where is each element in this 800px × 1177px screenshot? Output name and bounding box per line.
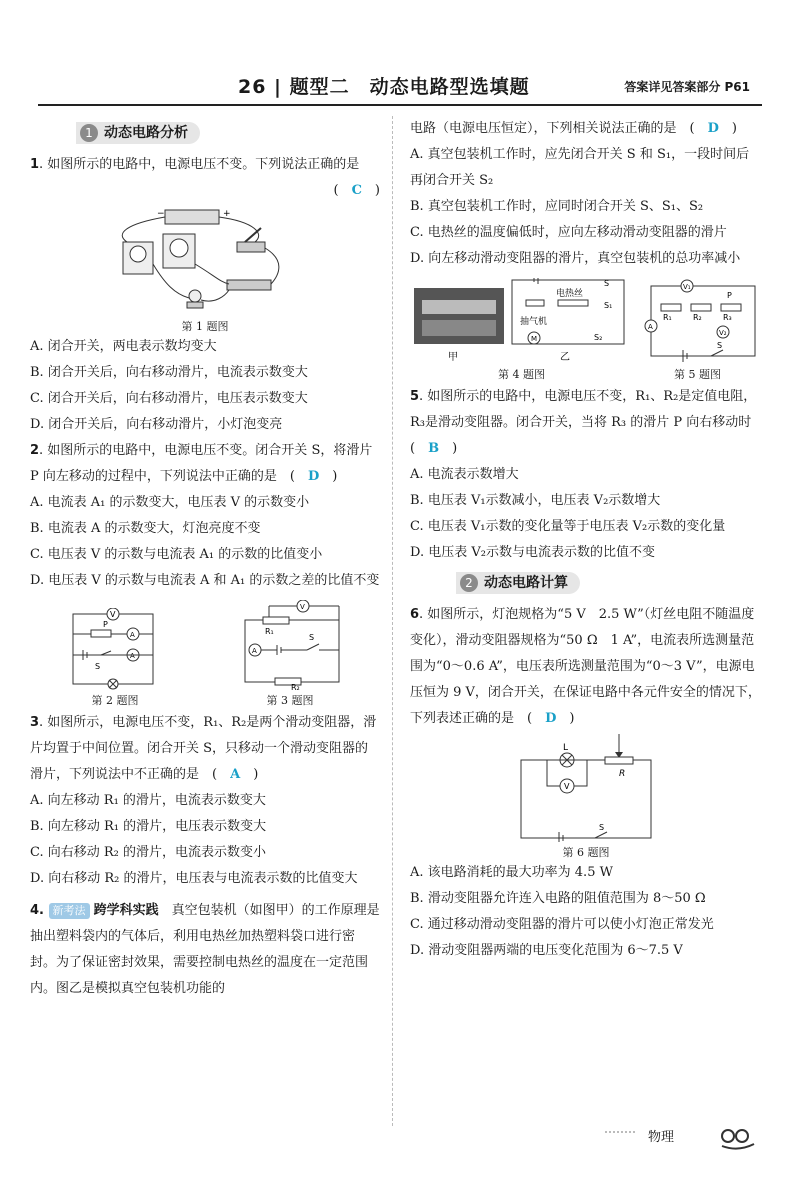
section-heading-1 [76,120,380,146]
question-4-continued: 电路（电源电压恒定），下列相关说法正确的是 ( D ) A. 真空包装机工作时，应先闭合开关 S 和 S₁，一段时间后再闭合开关 S₂ B. 真空包装机工作时，应同时闭合开关 S、S₁、S₂ C. 电热丝的温度偏低时，应向左移动滑动变阻器的滑片 D. 向左移动滑动变阻器的滑片，真空包装机的总功率减小 甲 电热丝 S₁ S 抽气机 M S₂ 乙 第 4 题图 V₁ R₁ R₂ R₃ P A V₂ S 第 5 题图 [410,116,762,382]
option-c: C. 电压表 V₁示数的变化量等于电压表 V₂示数的变化量 [410,519,726,534]
figure-row-2-3 [30,600,380,708]
option-d: D. 滑动变阻器两端的电压变化范围为 6～7.5 V [410,943,683,958]
figure-6 [410,732,762,860]
option-c: C. 电压表 V 的示数与电流表 A₁ 的示数的比值变小 [30,547,323,562]
svg-text:A: A [130,652,135,660]
svg-text:S: S [716,341,722,350]
label-yi: 乙 [559,352,570,363]
figure-caption: 第 4 题图 [498,368,545,381]
circuit-diagram-5 [637,278,759,364]
svg-text:P: P [103,620,108,629]
svg-text:R₂: R₂ [291,683,300,690]
section-number: 2 [460,574,478,592]
left-column [30,116,380,1002]
svg-text:V: V [300,603,305,611]
figure-caption: 第 6 题图 [562,846,610,859]
svg-text:S: S [599,823,605,832]
option-c: C. 电热丝的温度偏低时，应向左移动滑动变阻器的滑片 [410,225,727,240]
option-a: A. 闭合开关，两电表示数均变大 [30,339,217,354]
option-b: B. 滑动变阻器允许连入电路的阻值范围为 8～50 Ω [410,891,706,906]
circuit-photo-diagram-1 [105,204,305,316]
option-d: D. 电压表 V₂示数与电流表示数的比值不变 [410,545,655,560]
svg-text:S₁: S₁ [603,301,612,310]
question-6: 6. 如图所示，灯泡规格为“5 V 2.5 W”（灯丝电阻不随温度变化），滑动变阻器规格为“50 Ω 1 A”，电流表所选测量范围为“0～0.6 A”，电压表所选测量范围为“0～3 V”，电源电压恒为 9 V，闭合开关，在保证电路中各元件安全的情况下，下列表述正确的是 ( D ) L R V S 第 6 题图 A. 该电路消耗的最大功率为 4.5 W B. 滑动变阻器允许连入电路的阻值范围为 8～50 Ω C. 通过移动滑动变阻器的滑片可以使小灯泡正常发光 D. 滑动变阻器两端的电压变化范围为 6～7.5 V [410,602,762,964]
label-pump: 抽气机 [519,317,547,327]
circuit-diagram-6 [511,732,661,842]
page-title: 26 | 题型二 动态电路型选填题 [238,76,530,98]
answer-letter: D [545,711,557,726]
option-b: B. 电流表 A 的示数变大，灯泡亮度不变 [30,521,261,536]
figure-caption: 第 5 题图 [674,368,721,381]
section-heading-2 [456,570,762,596]
figure-2 [65,608,165,708]
section-number: 1 [80,124,98,142]
option-b: B. 向左移动 R₁ 的滑片，电压表示数变大 [30,819,267,834]
answer-reference: 答案详见答案部分 P61 [624,80,750,94]
right-column [410,116,765,964]
answer-letter: B [428,441,440,456]
question-5: 5. 如图所示的电路中，电源电压不变，R₁、R₂是定值电阻，R₃是滑动变阻器。闭合开关，当将 R₃ 的滑片 P 向右移动时 ( B ) A. 电流表示数增大 B. 电压表 V₁示数减小，电压表 V₂示数增大 C. 电压表 V₁示数的变化量等于电压表 V₂示数的变化量 D. 电压表 V₂示数与电流表示数的比值不变 [410,384,762,566]
figure-3 [235,600,345,708]
option-a: A. 真空包装机工作时，应先闭合开关 S 和 S₁，一段时间后再闭合开关 S₂ [410,147,750,188]
page-header [0,72,800,106]
svg-text:R₁: R₁ [662,313,672,322]
question-1: 1. 如图所示的电路中，电源电压不变。下列说法正确的是 ( C ) − + 第 1 题图 A. 闭合开关，两电表示数均变大 B. 闭合开关后，向右移动滑片，电流表示数变大 C. 闭合开关后，向右移动滑片，电压表示数变大 D. 闭合开关后，向右移动滑片，小灯泡变亮 [30,152,380,438]
svg-text:A: A [130,631,135,639]
publisher-logo-icon [718,1124,758,1154]
option-c: C. 闭合开关后，向右移动滑片，电压表示数变大 [30,391,308,406]
figure-4 [414,278,630,382]
answer-letter: D [707,121,719,136]
footer-decoration [605,1131,635,1133]
option-a: A. 向左移动 R₁ 的滑片，电流表示数变大 [30,793,266,808]
svg-text:−: − [157,209,165,219]
vacuum-packer-diagram [414,278,630,364]
svg-text:S: S [95,662,101,671]
option-a: A. 电流表 A₁ 的示数变大，电压表 V 的示数变小 [30,495,310,510]
svg-text:R: R [619,769,626,779]
svg-text:V₁: V₁ [682,283,691,291]
new-method-tag: 新考法 [49,903,90,919]
circuit-diagram-2 [65,608,165,690]
option-b: B. 真空包装机工作时，应同时闭合开关 S、S₁、S₂ [410,199,704,214]
svg-text:A: A [647,323,653,331]
answer-letter: A [230,767,241,782]
option-d: D. 向左移动滑动变阻器的滑片，真空包装机的总功率减小 [410,251,741,266]
figure-caption: 第 2 题图 [91,694,139,707]
svg-text:V: V [110,610,116,619]
figure-caption: 第 3 题图 [266,694,314,707]
option-d: D. 闭合开关后，向右移动滑片，小灯泡变亮 [30,417,283,432]
svg-text:A: A [252,647,257,655]
answer-letter: C [351,183,362,198]
question-4: 4. 新考法 跨学科实践 真空包装机（如图甲）的工作原理是抽出塑料袋内的气体后，利用电热丝加热塑料袋口进行密封。为了保证密封效果，需要控制电热丝的温度在一定范围内。图乙是模拟真空包装机功能的 [30,903,380,996]
section-title: 动态电路分析 [104,125,188,141]
svg-text:S₂: S₂ [593,333,602,342]
circuit-diagram-3 [235,600,345,690]
figure-row-4-5 [410,278,762,382]
svg-text:M: M [530,335,537,343]
option-c: C. 向右移动 R₂ 的滑片，电流表示数变小 [30,845,267,860]
svg-text:+: + [223,209,231,219]
figure-5 [637,278,759,382]
svg-text:R₂: R₂ [692,313,702,322]
answer-letter: D [307,469,320,484]
option-a: A. 该电路消耗的最大功率为 4.5 W [410,865,613,880]
svg-text:P: P [726,291,732,300]
svg-text:S: S [603,279,609,288]
option-d: D. 向右移动 R₂ 的滑片，电压表与电流表示数的比值变大 [30,871,358,886]
section-title: 动态电路计算 [484,575,568,591]
cross-discipline-tag: 跨学科实践 [93,903,159,918]
option-c: C. 通过移动滑动变阻器的滑片可以使小灯泡正常发光 [410,917,714,932]
figure-caption: 第 1 题图 [181,320,229,333]
svg-text:V: V [564,782,570,791]
footer-subject: 物理 [648,1130,675,1145]
svg-text:L: L [563,743,569,753]
header-rule [38,104,762,106]
option-b: B. 闭合开关后，向右移动滑片，电流表示数变大 [30,365,308,380]
column-divider [392,116,393,1126]
option-d: D. 电压表 V 的示数与电流表 A 和 A₁ 的示数之差的比值不变 [30,573,380,588]
label-jia: 甲 [447,352,458,363]
svg-text:R₃: R₃ [722,313,732,322]
label-heater: 电热丝 [555,289,583,299]
option-b: B. 电压表 V₁示数减小，电压表 V₂示数增大 [410,493,661,508]
answer-bracket: ( C ) [333,183,380,198]
figure-1 [30,204,380,334]
question-3: 3. 如图所示，电源电压不变，R₁、R₂是两个滑动变阻器，滑片均置于中间位置。闭合开关 S，只移动一个滑动变阻器的滑片，下列说法中不正确的是 ( A ) A. 向左移动 R₁ 的滑片，电流表示数变大 B. 向左移动 R₁ 的滑片，电压表示数变大 C. 向右移动 R₂ 的滑片，电流表示数变小 D. 向右移动 R₂ 的滑片，电压表与电流表示数的比值变大 [30,710,380,892]
svg-text:S: S [309,633,315,642]
option-a: A. 电流表示数增大 [410,467,519,482]
svg-text:V₂: V₂ [718,329,727,337]
question-2: 2. 如图所示的电路中，电源电压不变。闭合开关 S，将滑片 P 向左移动的过程中，下列说法中正确的是 ( D ) A. 电流表 A₁ 的示数变大，电压表 V 的示数变小 B. 电流表 A 的示数变大，灯泡亮度不变 C. 电压表 V 的示数与电流表 A₁ 的示数的比值变小 D. 电压表 V 的示数与电流表 A 和 A₁ 的示数之差的比值不变 V P A A S 第 2 题图 V R₁ A S R₂ 第 3 题图 [30,443,380,707]
svg-text:R₁: R₁ [265,627,274,636]
